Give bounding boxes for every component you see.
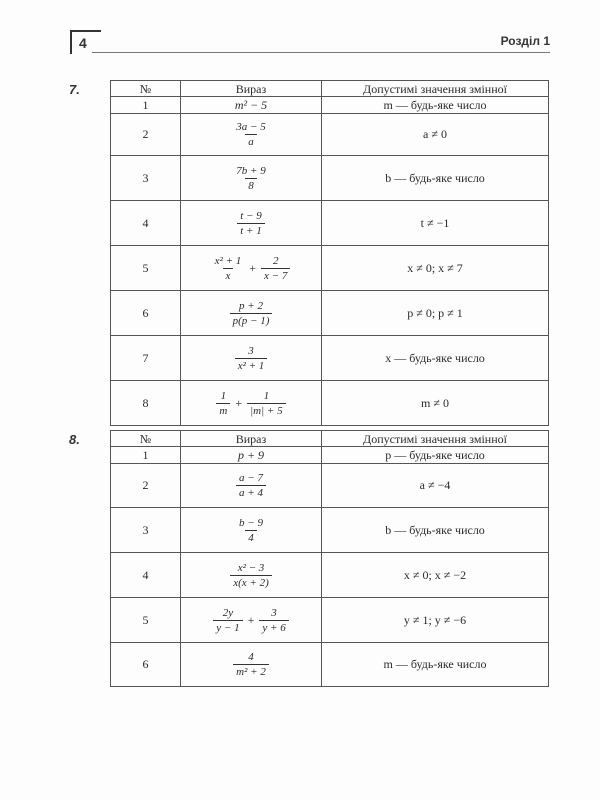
fraction bbox=[233, 651, 269, 678]
fraction bbox=[247, 390, 285, 417]
fraction bbox=[230, 300, 273, 327]
fraction bbox=[261, 255, 290, 282]
fraction bbox=[212, 255, 245, 282]
domain: x — будь-яке число bbox=[322, 336, 549, 381]
domain: x ≠ 0; x ≠ 7 bbox=[322, 246, 549, 291]
column-header-number: № bbox=[111, 81, 181, 97]
fraction bbox=[236, 517, 266, 544]
expression bbox=[181, 381, 322, 426]
section-title: Розділ 1 bbox=[500, 34, 550, 48]
denominator: m² + 2 bbox=[233, 664, 269, 678]
row-number: 4 bbox=[111, 553, 181, 598]
numerator: t − 9 bbox=[240, 209, 262, 222]
denominator: x(x + 2) bbox=[230, 575, 272, 589]
row-number: 1 bbox=[111, 447, 181, 464]
table-row bbox=[111, 156, 549, 201]
fraction bbox=[235, 345, 268, 372]
denominator: a + 4 bbox=[236, 485, 266, 499]
table-row bbox=[111, 201, 549, 246]
table-row bbox=[111, 643, 549, 687]
table-row bbox=[111, 464, 549, 508]
expression bbox=[181, 246, 322, 291]
row-number: 2 bbox=[111, 464, 181, 508]
numerator: a − 7 bbox=[239, 472, 263, 484]
table-row bbox=[111, 336, 549, 381]
column-header-expression: Вираз bbox=[181, 81, 322, 97]
denominator: p(p − 1) bbox=[230, 313, 273, 327]
domain: y ≠ 1; y ≠ −6 bbox=[322, 598, 549, 643]
row-number: 7 bbox=[111, 336, 181, 381]
column-header-number: № bbox=[111, 431, 181, 447]
table-header-row bbox=[111, 431, 549, 447]
numerator: 1 bbox=[263, 389, 270, 402]
row-number: 3 bbox=[111, 508, 181, 553]
row-number: 2 bbox=[111, 114, 181, 156]
row-number: 1 bbox=[111, 97, 181, 114]
expression bbox=[181, 508, 322, 553]
row-number: 3 bbox=[111, 156, 181, 201]
table-row bbox=[111, 381, 549, 426]
numerator: 3a − 5 bbox=[236, 121, 266, 133]
denominator: y − 1 bbox=[213, 620, 242, 634]
expression bbox=[181, 114, 322, 156]
table-row bbox=[111, 291, 549, 336]
column-header-expression: Вираз bbox=[181, 431, 322, 447]
expression bbox=[181, 553, 322, 598]
row-number: 6 bbox=[111, 291, 181, 336]
column-header-domain: Допустимі значення змінної bbox=[322, 81, 549, 97]
row-number: 5 bbox=[111, 598, 181, 643]
row-number: 5 bbox=[111, 246, 181, 291]
denominator: m bbox=[216, 403, 230, 417]
numerator: 4 bbox=[248, 651, 254, 663]
plus-sign: + bbox=[235, 395, 243, 410]
domain: b — будь-яке число bbox=[322, 156, 549, 201]
plus-sign: + bbox=[249, 260, 257, 275]
numerator: 1 bbox=[220, 389, 227, 402]
denominator: t + 1 bbox=[237, 223, 264, 237]
table-row bbox=[111, 598, 549, 643]
table-header-row bbox=[111, 81, 549, 97]
page-header bbox=[70, 30, 550, 56]
fraction bbox=[259, 607, 288, 634]
expression bbox=[181, 201, 322, 246]
expression bbox=[181, 291, 322, 336]
fraction bbox=[213, 607, 242, 634]
denominator: a bbox=[245, 134, 257, 148]
domain: b — будь-яке число bbox=[322, 508, 549, 553]
domain: m ≠ 0 bbox=[322, 381, 549, 426]
fraction bbox=[237, 210, 264, 237]
denominator: x² + 1 bbox=[235, 358, 268, 372]
row-number: 4 bbox=[111, 201, 181, 246]
expression bbox=[181, 336, 322, 381]
domain: p — будь-яке число bbox=[322, 447, 549, 464]
column-header-domain: Допустимі значення змінної bbox=[322, 431, 549, 447]
exercise-8-table bbox=[110, 430, 549, 687]
numerator: 2 bbox=[272, 254, 279, 267]
numerator: 3 bbox=[248, 344, 254, 357]
domain: a ≠ 0 bbox=[322, 114, 549, 156]
exercise-7-table bbox=[110, 80, 549, 426]
numerator: p + 2 bbox=[239, 299, 263, 312]
domain: x ≠ 0; x ≠ −2 bbox=[322, 553, 549, 598]
fraction bbox=[216, 390, 230, 417]
numerator: x² − 3 bbox=[237, 561, 265, 574]
denominator: x − 7 bbox=[261, 268, 290, 282]
plus-sign: + bbox=[247, 612, 255, 627]
table-row bbox=[111, 508, 549, 553]
fraction bbox=[233, 121, 268, 148]
expression bbox=[181, 156, 322, 201]
denominator: x bbox=[223, 268, 234, 282]
domain: m — будь-яке число bbox=[322, 643, 549, 687]
domain: p ≠ 0; p ≠ 1 bbox=[322, 291, 549, 336]
domain: t ≠ −1 bbox=[322, 201, 549, 246]
denominator: |m| + 5 bbox=[247, 403, 285, 417]
denominator: 8 bbox=[245, 178, 257, 192]
table-row bbox=[111, 114, 549, 156]
expression: p + 9 bbox=[181, 447, 322, 464]
numerator: 3 bbox=[271, 606, 277, 619]
domain: a ≠ −4 bbox=[322, 464, 549, 508]
table-row bbox=[111, 447, 549, 464]
row-number: 8 bbox=[111, 381, 181, 426]
table-row bbox=[111, 97, 549, 114]
numerator: 2y bbox=[222, 606, 234, 619]
header-rule bbox=[92, 52, 550, 53]
expression: m² − 5 bbox=[181, 97, 322, 114]
fraction bbox=[233, 165, 268, 192]
domain: m — будь-яке число bbox=[322, 97, 549, 114]
table-row bbox=[111, 246, 549, 291]
denominator: y + 6 bbox=[259, 620, 288, 634]
numerator: b − 9 bbox=[239, 516, 263, 529]
fraction bbox=[230, 562, 272, 589]
exercise-7-label: 7. bbox=[69, 82, 80, 97]
expression bbox=[181, 598, 322, 643]
denominator: 4 bbox=[245, 530, 257, 544]
table-row bbox=[111, 553, 549, 598]
exercise-8-label: 8. bbox=[69, 432, 80, 447]
expression bbox=[181, 464, 322, 508]
numerator: x² + 1 bbox=[214, 254, 242, 267]
page-number: 4 bbox=[70, 30, 101, 54]
numerator: 7b + 9 bbox=[236, 164, 266, 177]
row-number: 6 bbox=[111, 643, 181, 687]
expression bbox=[181, 643, 322, 687]
fraction bbox=[236, 472, 266, 499]
